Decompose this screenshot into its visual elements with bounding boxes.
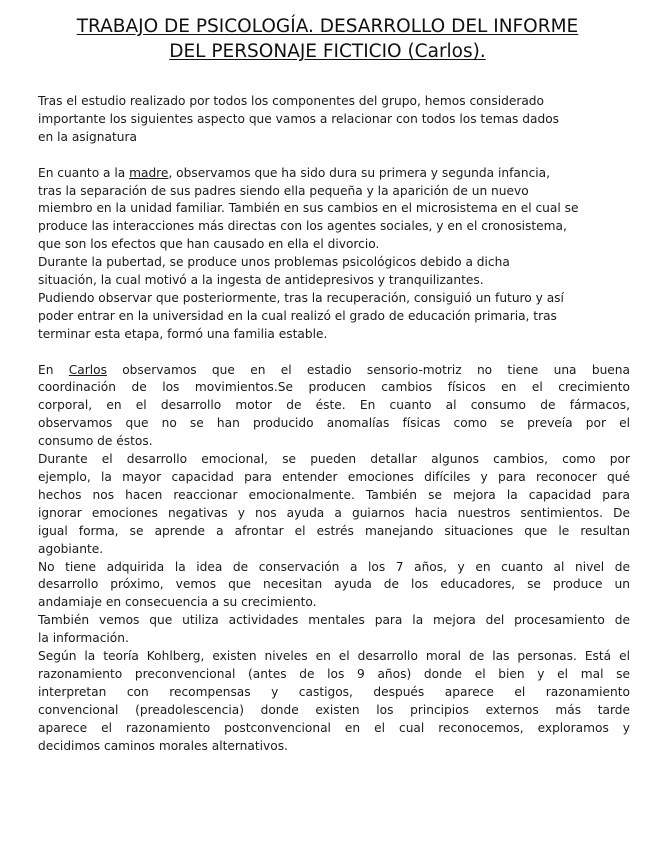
text-line: tras la separación de sus padres siendo ella pequeña y la aparición de un nuevo bbox=[38, 183, 529, 198]
paragraph-gap bbox=[38, 147, 630, 165]
text-line: razonamiento preconvencional (antes de los 9 años) donde el bien y el mal se bbox=[38, 666, 630, 681]
text-line: También vemos que utiliza actividades mentales para la mejora del procesamiento de bbox=[38, 613, 630, 628]
text-line: Pudiendo observar que posteriormente, tras la recuperación, consiguió un futuro y así bbox=[38, 290, 564, 305]
text-line: terminar esta etapa, formó una familia estable. bbox=[38, 326, 328, 341]
document-body bbox=[38, 93, 630, 756]
title-line-2: DEL PERSONAJE FICTICIO (Carlos). bbox=[169, 41, 486, 62]
text-line: situación, la cual motivó a la ingesta de antidepresivos y tranquilizantes. bbox=[38, 273, 484, 288]
text-segment: En cuanto a la bbox=[38, 165, 130, 180]
text-line: Durante la pubertad, se produce unos problemas psicológicos debido a dicha bbox=[38, 255, 510, 270]
text-line: poder entrar en la universidad en la cual realizó el grado de educación primaria, tras bbox=[38, 308, 557, 323]
text-line bbox=[38, 362, 630, 380]
intro-paragraph bbox=[38, 93, 630, 147]
text-line: en la asignatura bbox=[38, 129, 137, 144]
text-segment: , observamos que ha sido dura su primera y segunda infancia, bbox=[168, 165, 551, 180]
text-line: igual forma, se aprende a afrontar el estrés manejando situaciones que le resultan bbox=[38, 523, 630, 538]
text-line: agobiante. bbox=[38, 541, 104, 556]
text-line: ejemplo, la mayor capacidad para entender emociones difíciles y para reconocer qué bbox=[38, 470, 630, 484]
text-line: decidimos caminos morales alternativos. bbox=[38, 738, 288, 753]
text-line: importante los siguientes aspecto que vamos a relacionar con todos los temas dados bbox=[38, 111, 560, 126]
text-line: miembro en la unidad familiar. También en sus cambios en el microsistema en el cual se bbox=[38, 201, 579, 216]
text-line: Según la teoría Kohlberg, existen niveles en el desarrollo moral de las personas. Está el bbox=[38, 649, 630, 664]
carlos-keyword: Carlos bbox=[68, 362, 107, 377]
paragraph-gap bbox=[38, 344, 630, 362]
text-line: consumo de éstos. bbox=[38, 434, 153, 449]
text-line: Tras el estudio realizado por todos los componentes del grupo, hemos considerado bbox=[38, 94, 544, 108]
title-line-1: TRABAJO DE PSICOLOGÍA. DESARROLLO DEL INFORME bbox=[76, 16, 579, 37]
text-line: andamiaje en consecuencia a su crecimiento. bbox=[38, 595, 317, 610]
text-line: coordinación de los movimientos.Se producen cambios físicos en el crecimiento bbox=[38, 380, 630, 395]
madre-keyword: madre bbox=[129, 165, 169, 180]
text-line: ignorar emociones negativas y nos ayuda a guiarnos hacia nuestros sentimientos. De bbox=[38, 505, 630, 520]
madre-paragraph bbox=[38, 165, 630, 344]
text-line: hechos nos hacen reaccionar emocionalmente. También se mejora la capacidad para bbox=[38, 487, 630, 502]
text-line: aparece el razonamiento postconvencional en el cual reconocemos, exploramos y bbox=[38, 720, 630, 735]
text-line: corporal, en el desarrollo motor de éste. En cuanto al consumo de fármacos, bbox=[38, 398, 630, 413]
text-line: interpretan con recompensas y castigos, después aparece el razonamiento bbox=[38, 684, 630, 699]
text-line: No tiene adquirida la idea de conservación a los 7 años, y en cuanto al nivel de bbox=[38, 559, 630, 574]
text-line: la información. bbox=[38, 631, 129, 646]
text-line: que son los efectos que han causado en ella el divorcio. bbox=[38, 237, 380, 252]
text-line: Durante el desarrollo emocional, se pueden detallar algunos cambios, como por bbox=[38, 452, 630, 467]
text-line bbox=[38, 165, 630, 183]
document-title bbox=[30, 14, 625, 64]
carlos-paragraph bbox=[38, 362, 630, 756]
text-line: observamos que no se han producido anomalías físicas como se preveía por el bbox=[38, 416, 630, 431]
text-line: produce las interacciones más directas con los agentes sociales, y en el cronosistema, bbox=[38, 219, 567, 234]
text-segment: En bbox=[38, 362, 69, 377]
text-segment: observamos que en el estadio sensorio-motriz no tiene una buena bbox=[106, 362, 630, 377]
text-line: convencional (preadolescencia) donde existen los principios externos más tarde bbox=[38, 702, 630, 717]
text-line: desarrollo próximo, vemos que necesitan ayuda de los educadores, se produce un bbox=[38, 577, 630, 592]
